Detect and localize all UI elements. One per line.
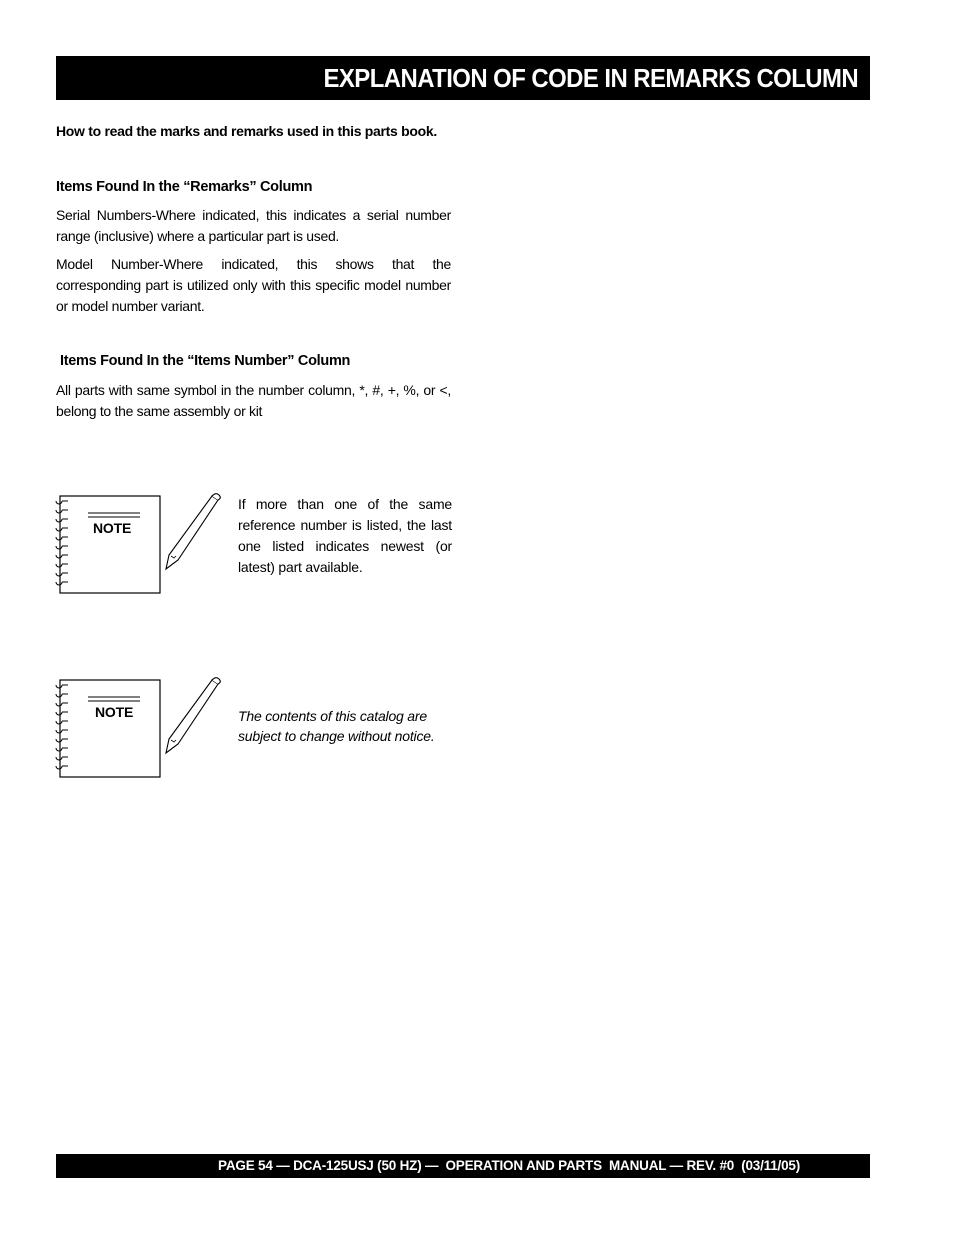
note-label: NOTE <box>95 704 134 720</box>
remarks-heading: Items Found In the “Remarks” Column <box>56 179 313 195</box>
notepad-pencil-icon <box>54 490 224 600</box>
notepad-pencil-icon <box>54 674 224 784</box>
note-text: The contents of this catalog are subject to change without notice. <box>238 708 435 744</box>
intro-text: How to read the marks and remarks used in this parts book. <box>56 123 437 139</box>
items-number-heading: Items Found In the “Items Number” Column <box>60 353 351 369</box>
items-number-paragraph: All parts with same symbol in the number column, *, #, +, %, or <, belong to the same assembly or kit <box>56 382 451 419</box>
note-label: NOTE <box>93 520 132 536</box>
serial-numbers-paragraph: Serial Numbers-Where indicated, this indicates a serial number range (inclusive) where a particular part is used. <box>56 207 451 244</box>
title-bar <box>56 56 870 100</box>
footer-text: PAGE 54 — DCA-125USJ (50 HZ) — OPERATION AND PARTS MANUAL — REV. #0 (03/11/05) <box>218 1158 800 1173</box>
model-number-paragraph: Model Number-Where indicated, this shows that the corresponding part is utilized only with this specific model number or model number variant. <box>56 256 451 314</box>
page-title: EXPLANATION OF CODE IN REMARKS COLUMN <box>323 63 858 93</box>
footer-bar <box>56 1154 870 1178</box>
note-text: If more than one of the same reference number is listed, the last one listed indicates newest (or latest) part available. <box>238 496 452 575</box>
